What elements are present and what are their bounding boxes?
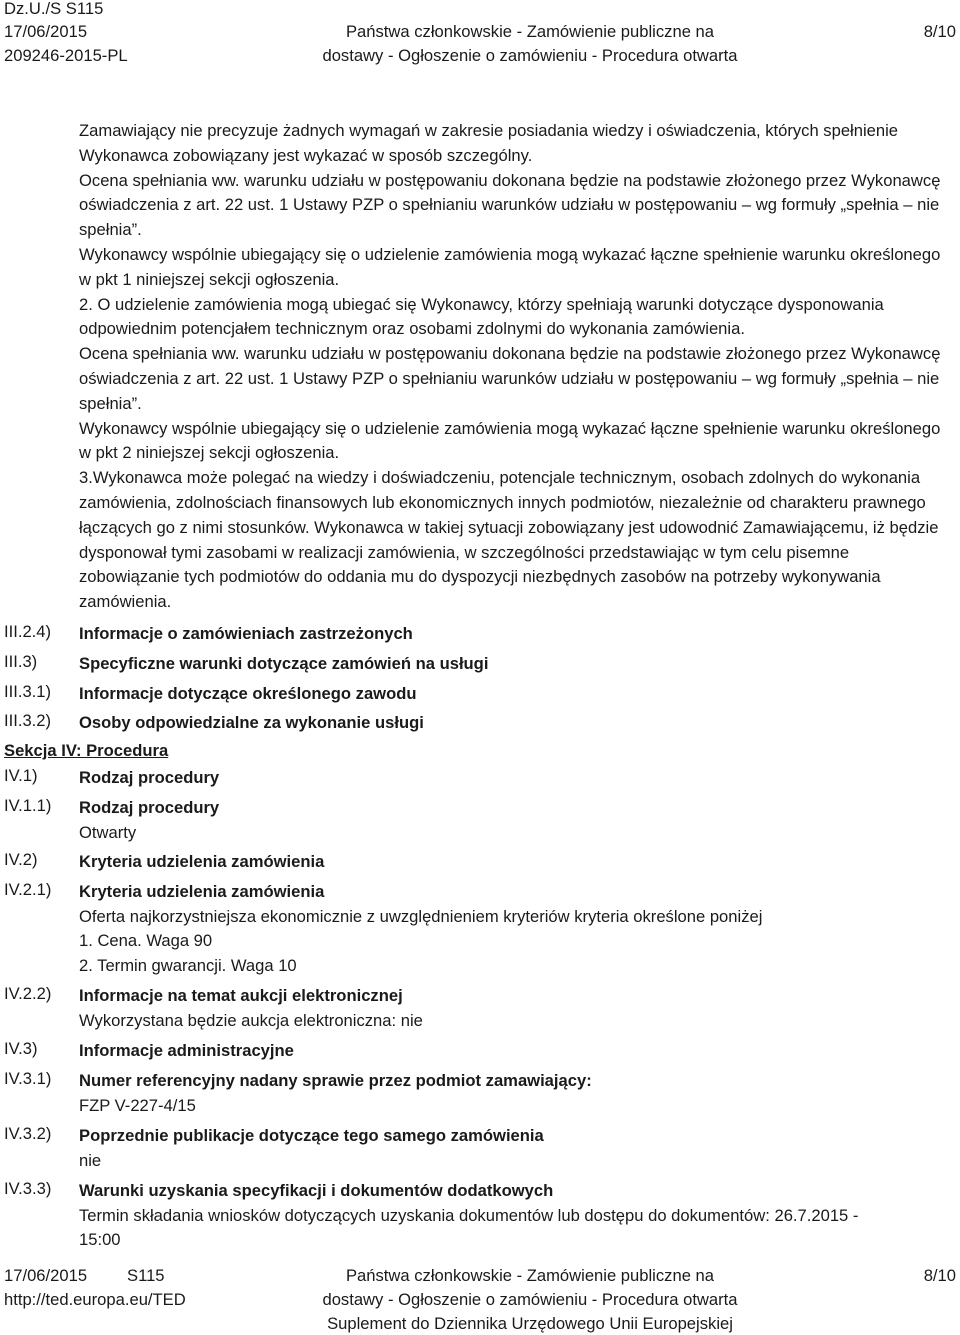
header-date: 17/06/2015: [4, 22, 88, 41]
section-heading: Warunki uzyskania specyfikacji i dokumentów dodatkowych: [79, 1181, 554, 1200]
notice-id: 209246-2015-PL: [4, 46, 128, 65]
paragraph: Ocena spełniania ww. warunku udziału w postępowaniu dokonana będzie na podstawie złożonego przez Wykonawcę oświadczenia z art. 22 ust. 1 Ustawy PZP o spełnianiu warunków udziału w postępowaniu – wg formuły „spełnia – nie spełnia”.: [79, 344, 941, 413]
section-body: [79, 1069, 592, 1118]
section-value: FZP V-227-4/15: [79, 1095, 196, 1115]
body-text: [79, 119, 951, 615]
section-body: [79, 1124, 544, 1173]
header-title-line2: dostawy - Ogłoszenie o zamówieniu - Procedura otwarta: [322, 46, 738, 65]
section-heading: Kryteria udzielenia zamówienia: [79, 882, 325, 901]
footer-title-line1: Państwa członkowskie - Zamówienie publiczne na: [345, 1266, 714, 1285]
section-number: IV.2): [4, 850, 38, 869]
section-number: IV.3): [4, 1039, 38, 1058]
section-heading: Informacje dotyczące określonego zawodu: [79, 684, 417, 703]
section-number: IV.2.2): [4, 984, 52, 1003]
paragraph: Wykonawcy wspólnie ubiegający się o udzielenie zamówienia mogą wykazać łączne spełnienie warunku określonego w pkt 2 niniejszej sekcji ogłoszenia.: [79, 418, 941, 463]
footer-page-number: 8/10: [923, 1266, 956, 1285]
section-number: IV.1.1): [4, 796, 52, 815]
footer-issue: S115: [127, 1266, 165, 1285]
section-value: Termin składania wniosków dotyczących uzyskania dokumentów lub dostępu do dokumentów: 26.7.2015 -: [79, 1205, 859, 1225]
section-value: 15:00: [79, 1230, 121, 1250]
section-heading: Kryteria udzielenia zamówienia: [79, 852, 325, 871]
section-value: nie: [79, 1150, 102, 1170]
section-heading: Informacje administracyjne: [79, 1041, 294, 1060]
paragraph: 2. O udzielenie zamówienia mogą ubiegać się Wykonawcy, którzy spełniają warunki dotyczące dysponowania odpowiednim potencjałem technicznym oraz osobami zdolnymi do wykonania zamówienia.: [79, 294, 884, 339]
section-heading: Poprzednie publikacje dotyczące tego samego zamówienia: [79, 1126, 544, 1145]
section-title: Sekcja IV: Procedura: [4, 741, 169, 760]
section-heading: Specyficzne warunki dotyczące zamówień na usługi: [79, 654, 489, 673]
section-body: [79, 1179, 858, 1253]
header-title-line1: Państwa członkowskie - Zamówienie publiczne na: [345, 22, 714, 41]
journal-ref: Dz.U./S S115: [4, 0, 104, 18]
section-heading: Rodzaj procedury: [79, 768, 220, 787]
footer-title-line3: Suplement do Dziennika Urzędowego Unii Europejskiej: [327, 1314, 733, 1333]
criterion-item: 1. Cena. Waga 90: [79, 931, 213, 951]
footer-date: 17/06/2015: [4, 1266, 88, 1285]
section-heading: Rodzaj procedury: [79, 798, 220, 817]
section-number: III.3): [4, 652, 38, 671]
section-number: III.3.1): [4, 682, 52, 701]
section-value: Oferta najkorzystniejsza ekonomicznie z uwzględnieniem kryteriów kryteria określone poniżej: [79, 906, 763, 926]
section-body: [79, 880, 762, 978]
header-page-number: 8/10: [923, 22, 956, 41]
paragraph: Ocena spełniania ww. warunku udziału w postępowaniu dokonana będzie na podstawie złożonego przez Wykonawcę oświadczenia z art. 22 ust. 1 Ustawy PZP o spełnianiu warunków udziału w postępowaniu – wg formuły „spełnia – nie spełnia”.: [79, 170, 941, 240]
paragraph: 3.Wykonawca może polegać na wiedzy i doświadczeniu, potencjale technicznym, osobach zdolnych do wykonania zamówienia, zdolnościach finansowych lub ekonomicznych innych podmiotów, niezależnie od charakteru prawnego łączących go z nimi stosunków. Wykonawca w takiej sytuacji zobowiązany jest udowodnić Zamawiającemu, iż będzie dysponował tymi zasobami w realizacji zamówienia, w szczególności przedstawiając w tym celu pisemne zobowiązanie tych podmiotów do oddania mu do dyspozycji niezbędnych zasobów na potrzeby wykonywania zamówienia.: [79, 468, 939, 612]
section-value: Wykorzystana będzie aukcja elektroniczna: nie: [79, 1010, 423, 1030]
section-heading: Informacje o zamówieniach zastrzeżonych: [79, 624, 413, 643]
section-number: III.2.4): [4, 622, 52, 641]
section-heading: Informacje na temat aukcji elektronicznej: [79, 986, 403, 1005]
criterion-item: 2. Termin gwarancji. Waga 10: [79, 955, 297, 975]
paragraph: Zamawiający nie precyzuje żadnych wymagań w zakresie posiadania wiedzy i oświadczenia, których spełnienie Wykonawca zobowiązany jest wykazać w sposób szczególny.: [79, 121, 899, 165]
section-body: [79, 984, 423, 1033]
section-body: [79, 796, 219, 845]
section-heading: Osoby odpowiedzialne za wykonanie usługi: [79, 713, 424, 732]
section-number: III.3.2): [4, 711, 52, 730]
section-number: IV.3.3): [4, 1179, 52, 1198]
section-value: Otwarty: [79, 822, 137, 842]
section-number: IV.3.1): [4, 1069, 52, 1088]
section-number: IV.2.1): [4, 880, 52, 899]
section-number: IV.1): [4, 766, 38, 785]
section-number: IV.3.2): [4, 1124, 52, 1143]
section-heading: Numer referencyjny nadany sprawie przez podmiot zamawiający:: [79, 1071, 592, 1090]
paragraph: Wykonawcy wspólnie ubiegający się o udzielenie zamówienia mogą wykazać łączne spełnienie warunku określonego w pkt 1 niniejszej sekcji ogłoszenia.: [79, 244, 941, 289]
footer-title-line2: dostawy - Ogłoszenie o zamówieniu - Procedura otwarta: [322, 1290, 738, 1309]
ted-link[interactable]: http://ted.europa.eu/TED: [4, 1290, 186, 1309]
